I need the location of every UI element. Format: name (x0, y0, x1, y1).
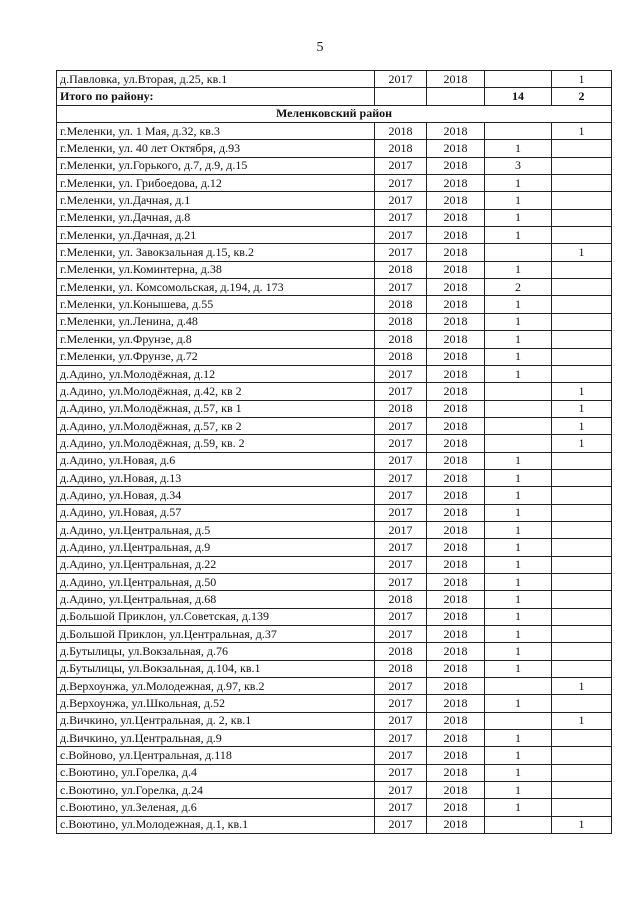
count1-cell: 1 (485, 348, 552, 365)
total-label: Итого по району: (57, 88, 375, 105)
year1-cell: 2018 (375, 313, 427, 330)
address-cell: д.Адино, ул.Молодёжная, д.57, кв 2 (57, 417, 375, 434)
count1-cell (485, 435, 552, 452)
table-row (57, 660, 612, 677)
year1-cell: 2018 (375, 348, 427, 365)
year2-cell: 2018 (427, 504, 485, 521)
table-row (57, 782, 612, 799)
address-cell: г.Меленки, ул.Коминтерна, д.38 (57, 261, 375, 278)
year2-cell: 2018 (427, 539, 485, 556)
address-cell: с.Воютино, ул.Зеленая, д.6 (57, 799, 375, 816)
count2-cell (552, 626, 612, 643)
year1-cell: 2018 (375, 660, 427, 677)
count2-cell (552, 140, 612, 157)
year2-cell: 2018 (427, 296, 485, 313)
count1-cell: 1 (485, 695, 552, 712)
year1-cell: 2017 (375, 175, 427, 192)
address-cell: д.Адино, ул.Молодёжная, д.59, кв. 2 (57, 435, 375, 452)
year1-cell: 2017 (375, 157, 427, 174)
count2-cell (552, 227, 612, 244)
address-cell: г.Меленки, ул. Завокзальная д.15, кв.2 (57, 244, 375, 261)
count2-cell (552, 504, 612, 521)
year2-cell: 2018 (427, 400, 485, 417)
table-row (57, 591, 612, 608)
address-cell: д.Адино, ул.Центральная, д.50 (57, 573, 375, 590)
data-table (56, 70, 612, 834)
table-row (57, 573, 612, 590)
address-cell: г.Меленки, ул. 1 Мая, д.32, кв.3 (57, 123, 375, 140)
address-cell: г.Меленки, ул. 40 лет Октября, д.93 (57, 140, 375, 157)
count1-cell (485, 383, 552, 400)
year2-cell: 2018 (427, 227, 485, 244)
table-row (57, 279, 612, 296)
year1-cell: 2017 (375, 487, 427, 504)
table-row (57, 469, 612, 486)
year1-cell: 2017 (375, 209, 427, 226)
year1-cell: 2017 (375, 192, 427, 209)
table-row (57, 365, 612, 382)
year1-cell: 2018 (375, 400, 427, 417)
address-cell: д.Верхоунжа, ул.Молодежная, д.97, кв.2 (57, 678, 375, 695)
table-row (57, 244, 612, 261)
address-cell: г.Меленки, ул.Горького, д.7, д.9, д.15 (57, 157, 375, 174)
year1-cell: 2017 (375, 417, 427, 434)
count1-cell: 1 (485, 504, 552, 521)
table-row (57, 539, 612, 556)
count2-cell: 1 (552, 678, 612, 695)
count2-cell (552, 157, 612, 174)
table-row (57, 678, 612, 695)
count2-cell: 1 (552, 712, 612, 729)
count2-cell: 1 (552, 123, 612, 140)
address-cell: г.Меленки, ул.Дачная, д.8 (57, 209, 375, 226)
table-row (57, 643, 612, 660)
year1-cell: 2018 (375, 261, 427, 278)
address-cell: г.Меленки, ул. Грибоедова, д.12 (57, 175, 375, 192)
count1-cell: 1 (485, 782, 552, 799)
district-title: Меленковский район (57, 105, 612, 122)
count2-cell (552, 660, 612, 677)
count2-cell (552, 175, 612, 192)
year1-cell: 2017 (375, 626, 427, 643)
count1-cell: 1 (485, 799, 552, 816)
count2-cell (552, 296, 612, 313)
table-row (57, 383, 612, 400)
table-row (57, 331, 612, 348)
table-row (57, 504, 612, 521)
count2-cell (552, 192, 612, 209)
address-cell: с.Воютино, ул.Горелка, д.24 (57, 782, 375, 799)
year1-cell: 2017 (375, 452, 427, 469)
count2-cell (552, 348, 612, 365)
year2-cell: 2018 (427, 816, 485, 833)
table-row (57, 608, 612, 625)
address-cell: с.Войново, ул.Центральная, д.118 (57, 747, 375, 764)
count2-cell (552, 452, 612, 469)
table-row (57, 123, 612, 140)
address-cell: г.Меленки, ул. Комсомольская, д.194, д. 173 (57, 279, 375, 296)
address-cell: д.Адино, ул.Центральная, д.68 (57, 591, 375, 608)
count1-cell: 1 (485, 539, 552, 556)
count2-cell: 1 (552, 400, 612, 417)
count2-cell (552, 799, 612, 816)
count1-cell (485, 816, 552, 833)
year2-cell: 2018 (427, 331, 485, 348)
year2-cell: 2018 (427, 712, 485, 729)
year2-cell: 2018 (427, 643, 485, 660)
address-cell: д.Адино, ул.Центральная, д.9 (57, 539, 375, 556)
address-cell: д.Бутылицы, ул.Вокзальная, д.104, кв.1 (57, 660, 375, 677)
count1-cell (485, 123, 552, 140)
table-row (57, 556, 612, 573)
table-row (57, 435, 612, 452)
count2-cell (552, 365, 612, 382)
year2-cell: 2018 (427, 573, 485, 590)
count2-cell (552, 521, 612, 538)
year2-cell: 2018 (427, 660, 485, 677)
address-cell: г.Меленки, ул.Фрунзе, д.72 (57, 348, 375, 365)
year2-cell: 2018 (427, 608, 485, 625)
count2-cell (552, 313, 612, 330)
year1-cell: 2018 (375, 296, 427, 313)
address-cell: д.Верхоунжа, ул.Школьная, д.52 (57, 695, 375, 712)
address-cell: с.Воютино, ул.Горелка, д.4 (57, 764, 375, 781)
year1-cell: 2017 (375, 816, 427, 833)
count1-cell: 1 (485, 313, 552, 330)
table-body (57, 71, 612, 834)
count1-cell: 1 (485, 573, 552, 590)
year2-cell: 2018 (427, 365, 485, 382)
count1-cell: 1 (485, 747, 552, 764)
address-cell: д.Бутылицы, ул.Вокзальная, д.76 (57, 643, 375, 660)
count1-cell: 1 (485, 331, 552, 348)
table-row (57, 227, 612, 244)
year1-cell: 2017 (375, 608, 427, 625)
table-row (57, 157, 612, 174)
count2-cell (552, 556, 612, 573)
count1-cell: 2 (485, 279, 552, 296)
year2-cell: 2018 (427, 383, 485, 400)
count2-cell (552, 764, 612, 781)
year1-cell: 2017 (375, 678, 427, 695)
year1-cell: 2017 (375, 227, 427, 244)
address-cell: д.Адино, ул.Новая, д.34 (57, 487, 375, 504)
year1-cell: 2018 (375, 140, 427, 157)
count1-cell: 1 (485, 591, 552, 608)
table-row (57, 816, 612, 833)
address-cell: г.Меленки, ул.Дачная, д.1 (57, 192, 375, 209)
count1-cell (485, 417, 552, 434)
year1-cell: 2017 (375, 365, 427, 382)
total-c2: 2 (552, 88, 612, 105)
address-cell: д.Адино, ул.Новая, д.13 (57, 469, 375, 486)
table-row (57, 71, 612, 88)
count1-cell (485, 244, 552, 261)
table-row (57, 348, 612, 365)
count1-cell: 3 (485, 157, 552, 174)
count1-cell (485, 400, 552, 417)
year2-cell: 2018 (427, 521, 485, 538)
count1-cell: 1 (485, 764, 552, 781)
count1-cell: 1 (485, 556, 552, 573)
address-cell: д.Павловка, ул.Вторая, д.25, кв.1 (57, 71, 375, 88)
address-cell: д.Адино, ул.Молодёжная, д.12 (57, 365, 375, 382)
year1-cell: 2018 (375, 643, 427, 660)
table-row (57, 140, 612, 157)
address-cell: г.Меленки, ул.Ленина, д.48 (57, 313, 375, 330)
count2-cell (552, 695, 612, 712)
table-row (57, 764, 612, 781)
year2-cell: 2018 (427, 591, 485, 608)
count2-cell (552, 209, 612, 226)
address-cell: д.Адино, ул.Центральная, д.22 (57, 556, 375, 573)
year1-cell: 2018 (375, 123, 427, 140)
table-row (57, 747, 612, 764)
year2-cell: 2018 (427, 175, 485, 192)
year2-cell: 2018 (427, 626, 485, 643)
year1-cell: 2017 (375, 504, 427, 521)
count1-cell: 1 (485, 227, 552, 244)
year2-cell: 2018 (427, 730, 485, 747)
year1-cell: 2017 (375, 695, 427, 712)
count1-cell (485, 712, 552, 729)
address-cell: г.Меленки, ул.Фрунзе, д.8 (57, 331, 375, 348)
year2-cell: 2018 (427, 435, 485, 452)
year1-cell: 2018 (375, 331, 427, 348)
year2-cell: 2018 (427, 799, 485, 816)
table-row (57, 296, 612, 313)
count2-cell (552, 643, 612, 660)
year1-cell: 2017 (375, 556, 427, 573)
year2-cell: 2018 (427, 695, 485, 712)
count2-cell (552, 608, 612, 625)
page-number: 5 (316, 40, 324, 55)
count1-cell: 1 (485, 660, 552, 677)
total-row (57, 88, 612, 105)
table-row (57, 175, 612, 192)
count2-cell (552, 331, 612, 348)
count1-cell (485, 678, 552, 695)
year2-cell: 2018 (427, 313, 485, 330)
year1-cell: 2017 (375, 573, 427, 590)
table-row (57, 313, 612, 330)
count1-cell: 1 (485, 140, 552, 157)
year2-cell: 2018 (427, 678, 485, 695)
year1-cell: 2018 (375, 591, 427, 608)
count1-cell: 1 (485, 261, 552, 278)
count1-cell: 1 (485, 643, 552, 660)
count1-cell: 1 (485, 452, 552, 469)
count2-cell: 1 (552, 417, 612, 434)
year1-cell: 2017 (375, 244, 427, 261)
year2-cell: 2018 (427, 123, 485, 140)
count1-cell: 1 (485, 209, 552, 226)
address-cell: д.Вичкино, ул.Центральная, д. 2, кв.1 (57, 712, 375, 729)
year1-cell: 2017 (375, 383, 427, 400)
table-row (57, 487, 612, 504)
count2-cell (552, 487, 612, 504)
count2-cell (552, 730, 612, 747)
year2-cell: 2018 (427, 764, 485, 781)
year2-cell: 2018 (427, 71, 485, 88)
table-row (57, 261, 612, 278)
total-c1: 14 (485, 88, 552, 105)
year1-cell: 2017 (375, 747, 427, 764)
count2-cell (552, 747, 612, 764)
year2-cell: 2018 (427, 244, 485, 261)
table-row (57, 799, 612, 816)
count2-cell (552, 261, 612, 278)
year1-cell: 2017 (375, 521, 427, 538)
count1-cell: 1 (485, 469, 552, 486)
table-row (57, 695, 612, 712)
count2-cell (552, 539, 612, 556)
count2-cell (552, 782, 612, 799)
count2-cell (552, 279, 612, 296)
count1-cell: 1 (485, 730, 552, 747)
count1-cell: 1 (485, 487, 552, 504)
year2-cell: 2018 (427, 417, 485, 434)
count1-cell: 1 (485, 192, 552, 209)
count1-cell: 1 (485, 296, 552, 313)
year2-cell: 2018 (427, 747, 485, 764)
year2-cell: 2018 (427, 782, 485, 799)
table-row (57, 192, 612, 209)
year1-cell: 2017 (375, 279, 427, 296)
address-cell: д.Адино, ул.Центральная, д.5 (57, 521, 375, 538)
address-cell: г.Меленки, ул.Дачная, д.21 (57, 227, 375, 244)
address-cell: с.Воютино, ул.Молодежная, д.1, кв.1 (57, 816, 375, 833)
address-cell: д.Большой Приклон, ул.Советская, д.139 (57, 608, 375, 625)
count1-cell: 1 (485, 626, 552, 643)
year2-cell: 2018 (427, 261, 485, 278)
year2-cell: 2018 (427, 279, 485, 296)
address-cell: д.Адино, ул.Новая, д.6 (57, 452, 375, 469)
count2-cell: 1 (552, 435, 612, 452)
year2-cell: 2018 (427, 452, 485, 469)
year2-cell: 2018 (427, 140, 485, 157)
year2-cell: 2018 (427, 209, 485, 226)
address-cell: д.Большой Приклон, ул.Центральная, д.37 (57, 626, 375, 643)
year1-cell: 2017 (375, 712, 427, 729)
address-cell: д.Адино, ул.Новая, д.57 (57, 504, 375, 521)
address-cell: д.Вичкино, ул.Центральная, д.9 (57, 730, 375, 747)
count1-cell: 1 (485, 365, 552, 382)
count2-cell: 1 (552, 244, 612, 261)
count2-cell: 1 (552, 71, 612, 88)
table-row (57, 626, 612, 643)
count1-cell (485, 71, 552, 88)
year1-cell: 2017 (375, 799, 427, 816)
year2-cell: 2018 (427, 157, 485, 174)
count2-cell (552, 573, 612, 590)
year1-cell: 2017 (375, 435, 427, 452)
table-row (57, 400, 612, 417)
count1-cell: 1 (485, 175, 552, 192)
address-cell: д.Адино, ул.Молодёжная, д.57, кв 1 (57, 400, 375, 417)
table-row (57, 712, 612, 729)
count2-cell: 1 (552, 816, 612, 833)
year1-cell: 2017 (375, 469, 427, 486)
year2-cell: 2018 (427, 348, 485, 365)
table-row (57, 209, 612, 226)
address-cell: г.Меленки, ул.Конышева, д.55 (57, 296, 375, 313)
year1-cell: 2017 (375, 764, 427, 781)
year1-cell: 2017 (375, 539, 427, 556)
year2-cell: 2018 (427, 556, 485, 573)
count2-cell: 1 (552, 383, 612, 400)
table-row (57, 521, 612, 538)
year1-cell: 2017 (375, 730, 427, 747)
count1-cell: 1 (485, 521, 552, 538)
year2-cell: 2018 (427, 487, 485, 504)
address-cell: д.Адино, ул.Молодёжная, д.42, кв 2 (57, 383, 375, 400)
count2-cell (552, 469, 612, 486)
count2-cell (552, 591, 612, 608)
year2-cell: 2018 (427, 469, 485, 486)
count1-cell: 1 (485, 608, 552, 625)
year1-cell: 2017 (375, 71, 427, 88)
table-row (57, 730, 612, 747)
year1-cell: 2017 (375, 782, 427, 799)
district-row (57, 105, 612, 122)
table-row (57, 417, 612, 434)
year2-cell: 2018 (427, 192, 485, 209)
table-row (57, 452, 612, 469)
